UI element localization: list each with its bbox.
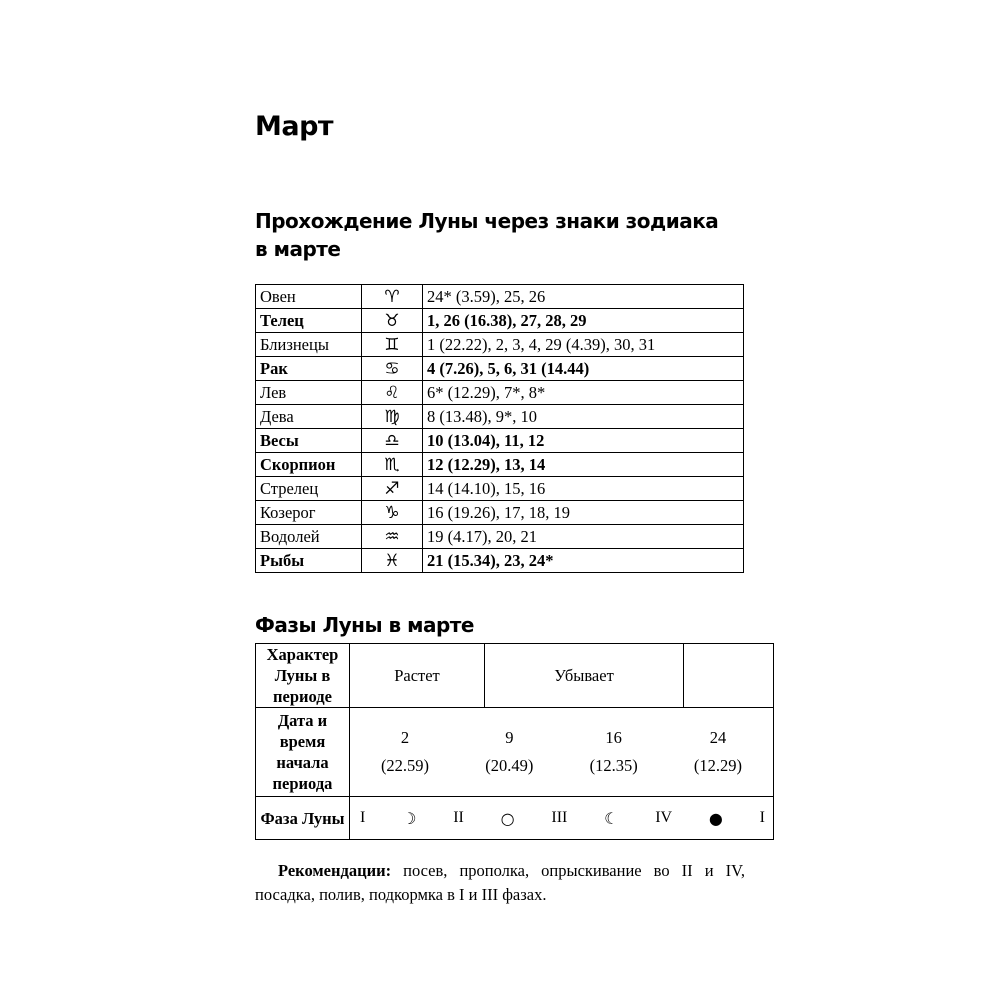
zodiac-dates: 24* (3.59), 25, 26 (423, 285, 744, 309)
zodiac-row (256, 477, 744, 501)
zodiac-name: Овен (256, 285, 362, 309)
moon-phase-icon: ☾ (604, 808, 619, 828)
zodiac-row (256, 285, 744, 309)
zodiac-name: Стрелец (256, 477, 362, 501)
zodiac-dates: 21 (15.34), 23, 24* (423, 549, 744, 573)
zodiac-sign-icon: ♋ (362, 357, 423, 381)
zodiac-sign-icon: ♈ (362, 285, 423, 309)
recommendations (255, 859, 745, 907)
zodiac-dates: 14 (14.10), 15, 16 (423, 477, 744, 501)
phase-start-date (365, 724, 445, 780)
zodiac-name: Скорпион (256, 453, 362, 477)
zodiac-dates: 19 (4.17), 20, 21 (423, 525, 744, 549)
zodiac-table (255, 284, 744, 573)
phase-start-date (678, 724, 758, 780)
phase-numeral: I (360, 809, 366, 826)
zodiac-name: Лев (256, 381, 362, 405)
character-waning: Убывает (484, 644, 683, 707)
zodiac-name: Дева (256, 405, 362, 429)
zodiac-name: Близнецы (256, 333, 362, 357)
zodiac-row (256, 405, 744, 429)
phase-numeral: I (759, 809, 765, 826)
recommendations-text: посев, прополка, опрыскивание во II и IV, посадка, полив, подкормка в I и III фазах. (255, 861, 745, 904)
zodiac-sign-icon: ♉ (362, 309, 423, 333)
zodiac-row (256, 357, 744, 381)
moon-phases-section-title: Фазы Луны в марте (255, 613, 474, 637)
zodiac-name: Рыбы (256, 549, 362, 573)
zodiac-row (256, 333, 744, 357)
zodiac-name: Весы (256, 429, 362, 453)
date-row (256, 708, 774, 797)
zodiac-sign-icon: ♓ (362, 549, 423, 573)
date-label: Дата и время начала периода (256, 708, 350, 797)
zodiac-sign-icon: ♎ (362, 429, 423, 453)
zodiac-name: Водолей (256, 525, 362, 549)
zodiac-row (256, 309, 744, 333)
date-day: 24 (709, 728, 727, 747)
zodiac-dates: 4 (7.26), 5, 6, 31 (14.44) (423, 357, 744, 381)
zodiac-sign-icon: ♑ (362, 501, 423, 525)
phase-numeral: IV (655, 809, 673, 826)
date-day: 9 (505, 728, 514, 747)
phase-numeral: III (551, 809, 568, 826)
phase-row (256, 797, 774, 840)
moon-phase-icon: ● (708, 808, 723, 828)
phase-label: Фаза Луны (256, 797, 350, 840)
zodiac-dates: 16 (19.26), 17, 18, 19 (423, 501, 744, 525)
zodiac-row (256, 501, 744, 525)
date-time: (22.59) (380, 756, 430, 775)
zodiac-row (256, 549, 744, 573)
date-day: 16 (605, 728, 622, 747)
zodiac-dates: 8 (13.48), 9*, 10 (423, 405, 744, 429)
character-empty (683, 644, 773, 707)
recommendations-label: Рекомендации: (278, 861, 392, 880)
character-growing: Растет (394, 665, 440, 685)
character-row (256, 644, 774, 708)
date-time: (12.29) (693, 756, 743, 775)
zodiac-sign-icon: ♌ (362, 381, 423, 405)
zodiac-dates: 1 (22.22), 2, 3, 4, 29 (4.39), 30, 31 (423, 333, 744, 357)
date-day: 2 (400, 728, 410, 747)
zodiac-sign-icon: ♐ (362, 477, 423, 501)
moon-phase-icon: ☽ (402, 808, 417, 828)
month-title: Март (255, 111, 334, 142)
phase-start-date (469, 724, 549, 780)
zodiac-dates: 1, 26 (16.38), 27, 28, 29 (423, 309, 744, 333)
zodiac-sign-icon: ♊ (362, 333, 423, 357)
zodiac-name: Телец (256, 309, 362, 333)
zodiac-row (256, 525, 744, 549)
zodiac-sign-icon: ♏ (362, 453, 423, 477)
date-time: (20.49) (485, 756, 534, 775)
moon-phases-table (255, 643, 774, 840)
character-label: Характер Луны в периоде (256, 644, 350, 708)
phase-start-date (574, 724, 654, 780)
zodiac-dates: 6* (12.29), 7*, 8* (423, 381, 744, 405)
date-time: (12.35) (589, 756, 638, 775)
zodiac-section-title: Прохождение Луны через знаки зодиака в марте (255, 209, 719, 261)
phase-numeral: II (453, 809, 464, 826)
zodiac-name: Рак (256, 357, 362, 381)
zodiac-row (256, 453, 744, 477)
moon-phase-icon: ○ (500, 808, 515, 828)
zodiac-row (256, 429, 744, 453)
zodiac-dates: 10 (13.04), 11, 12 (423, 429, 744, 453)
zodiac-sign-icon: ♒ (362, 525, 423, 549)
zodiac-dates: 12 (12.29), 13, 14 (423, 453, 744, 477)
zodiac-name: Козерог (256, 501, 362, 525)
zodiac-row (256, 381, 744, 405)
zodiac-sign-icon: ♍ (362, 405, 423, 429)
